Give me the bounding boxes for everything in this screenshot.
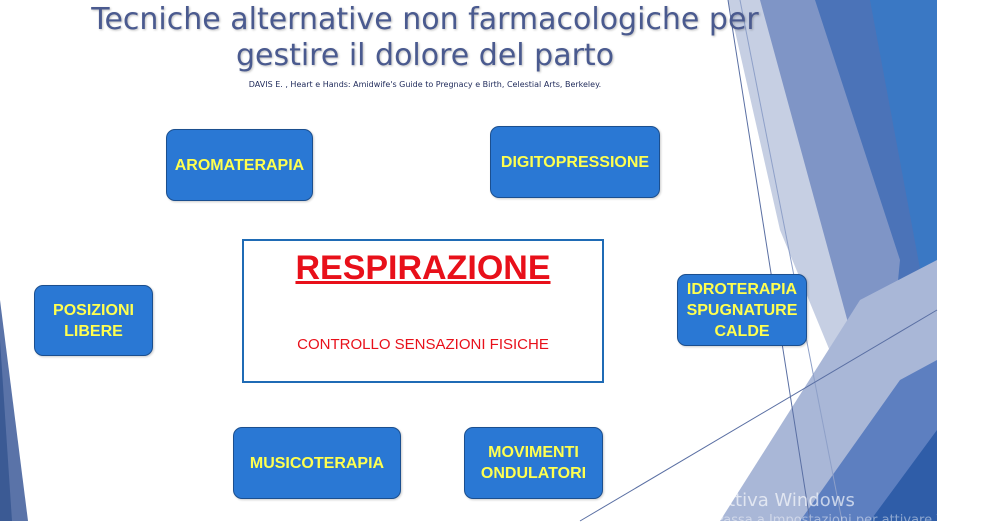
center-title: RESPIRAZIONE (295, 249, 551, 287)
activation-watermark-subtitle: Passa a Impostazioni per attivare Windows. (716, 513, 998, 528)
activation-watermark-title: Attiva Windows (716, 490, 855, 511)
center-subtitle: CONTROLLO SENSAZIONI FISICHE (297, 336, 549, 353)
slide-title: Tecniche alternative non farmacologiche per gestire il dolore del parto (91, 2, 759, 73)
box-musicoterapia[interactable]: MUSICOTERAPIA (233, 427, 401, 499)
box-posizioni-libere[interactable]: POSIZIONI LIBERE (34, 285, 153, 356)
box-idroterapia[interactable]: IDROTERAPIA SPUGNATURE CALDE (677, 274, 807, 346)
center-box (242, 239, 604, 383)
box-aromaterapia[interactable]: AROMATERAPIA (166, 129, 313, 201)
citation: DAVIS E. , Heart e Hands: Amidwife's Guide to Pregnacy e Birth, Celestial Arts, Berkeley. (248, 80, 602, 89)
box-digitopressione[interactable]: DIGITOPRESSIONE (490, 126, 660, 198)
box-movimenti-ondulatori[interactable]: MOVIMENTI ONDULATORI (464, 427, 603, 499)
